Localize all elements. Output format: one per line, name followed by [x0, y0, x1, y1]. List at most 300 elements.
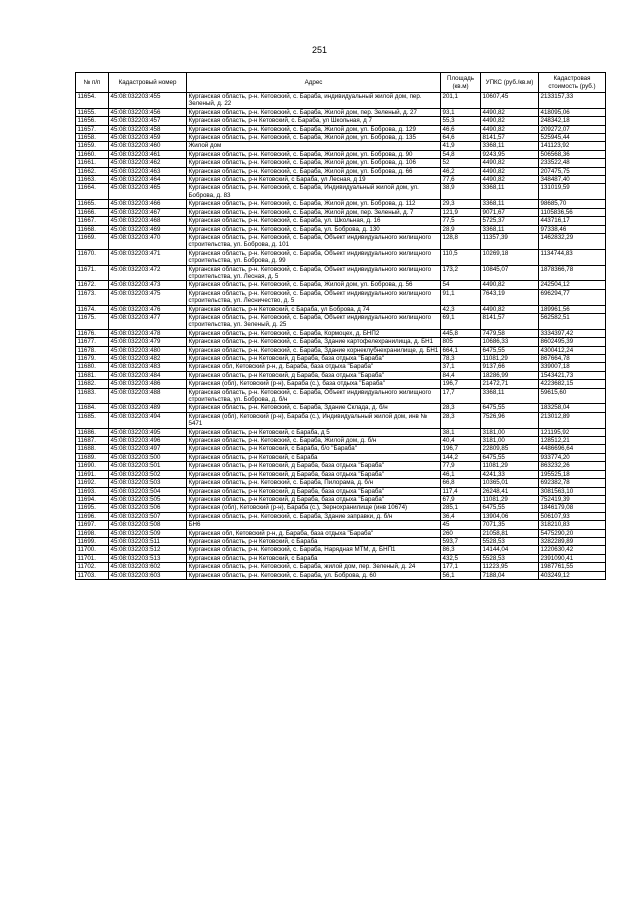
cadastral-cost: 443716,17 — [539, 217, 606, 225]
area: 201,1 — [441, 93, 481, 109]
table-row — [76, 380, 606, 388]
row-number: 11668. — [76, 225, 109, 233]
cadastral-cost: 1543421,73 — [539, 371, 606, 379]
cadastral-number: 45:08:032203:460 — [109, 142, 187, 150]
row-number: 11673. — [76, 289, 109, 305]
cadastral-number: 45:08:032203:483 — [109, 363, 187, 371]
cadastral-number: 45:08:032203:458 — [109, 125, 187, 133]
upks: 8141,57 — [481, 134, 539, 142]
table-row — [76, 529, 606, 537]
upks: 4490,82 — [481, 159, 539, 167]
row-number: 11658. — [76, 134, 109, 142]
cadastral-number: 45:08:032203:461 — [109, 150, 187, 158]
address: Курганская область, р-н Кетовский, д Бараба, база отдыха "Бараба" — [187, 470, 441, 478]
row-number: 11688. — [76, 445, 109, 453]
area: 66,8 — [441, 479, 481, 487]
area: 67,9 — [441, 495, 481, 503]
row-number: 11662. — [76, 167, 109, 175]
cadastral-number: 45:08:032203:509 — [109, 529, 187, 537]
address: Курганская обл, Кетовский р-н, д. Бараба, база отдыха "Бараба" — [187, 363, 441, 371]
area: 84,4 — [441, 371, 481, 379]
area: 78,3 — [441, 355, 481, 363]
address: Курганская область, р-н. Кетовский, с. Бараба, Жилой дом, ул. Боброва, д. 56 — [187, 281, 441, 289]
upks: 11081,29 — [481, 495, 539, 503]
row-number: 11669. — [76, 233, 109, 249]
cadastral-cost: 696294,77 — [539, 289, 606, 305]
area: 36,4 — [441, 512, 481, 520]
area: 805 — [441, 338, 481, 346]
address: Курганская область, р-н. Кетовский, с. Бараба, Объект индивидуального жилищного строительства, ул. Зеленый, д. 25 — [187, 313, 441, 329]
upks: 10686,33 — [481, 338, 539, 346]
row-number: 11660. — [76, 150, 109, 158]
cadastral-cost: 4300412,24 — [539, 346, 606, 354]
area: 54 — [441, 281, 481, 289]
table-row — [76, 125, 606, 133]
row-number: 11684. — [76, 404, 109, 412]
table-row — [76, 134, 606, 142]
address: Курганская область, р-н Кетовский, с Бараба, д 5 — [187, 428, 441, 436]
row-number: 11661. — [76, 159, 109, 167]
cadastral-cost: 5475290,20 — [539, 529, 606, 537]
row-number: 11682. — [76, 380, 109, 388]
table-row — [76, 470, 606, 478]
address: Курганская область, р-н Кетовский, с Бараба, ул Боброва, д 74 — [187, 305, 441, 313]
address: Курганская область, р-н Кетовский, д Бараба, база отдыха "Бараба" — [187, 371, 441, 379]
table-row — [76, 546, 606, 554]
cadastral-number: 45:08:032203:465 — [109, 184, 187, 200]
area: 69,1 — [441, 313, 481, 329]
table-row — [76, 437, 606, 445]
row-number: 11694. — [76, 495, 109, 503]
area: 110,5 — [441, 249, 481, 265]
row-number: 11691. — [76, 470, 109, 478]
row-number: 11656. — [76, 117, 109, 125]
cadastral-cost: 97338,46 — [539, 225, 606, 233]
upks: 6475,55 — [481, 504, 539, 512]
row-number: 11701. — [76, 554, 109, 562]
cadastral-cost: 525945,44 — [539, 134, 606, 142]
area: 54,8 — [441, 150, 481, 158]
cadastral-cost: 248342,18 — [539, 117, 606, 125]
cadastral-cost: 242504,12 — [539, 281, 606, 289]
table-row — [76, 159, 606, 167]
area: 77,9 — [441, 462, 481, 470]
cadastral-number: 45:08:032203:470 — [109, 233, 187, 249]
upks: 7526,96 — [481, 412, 539, 428]
address: Курганская область, р-н Кетовский, с Бараба, ул Лесная, д 19 — [187, 176, 441, 184]
area: 77,6 — [441, 176, 481, 184]
address: БН6 — [187, 521, 441, 529]
table-row — [76, 537, 606, 545]
area: 285,1 — [441, 504, 481, 512]
table-row — [76, 462, 606, 470]
cadastral-number: 45:08:032203:469 — [109, 225, 187, 233]
cadastral-number: 45:08:032203:500 — [109, 453, 187, 461]
cadastral-cost: 4486696,64 — [539, 445, 606, 453]
table-row — [76, 504, 606, 512]
address: Курганская область, р-н. Кетовский, с. Бараба, Жилой дом, пер. Зеленый, д. 7 — [187, 208, 441, 216]
upks: 7643,19 — [481, 289, 539, 305]
row-number: 11685. — [76, 412, 109, 428]
header-cadastral-cost: Кадастровая стоимость (руб.) — [539, 73, 606, 93]
row-number: 11664. — [76, 184, 109, 200]
upks: 10845,07 — [481, 265, 539, 281]
cadastral-number: 45:08:032203:463 — [109, 167, 187, 175]
table-row — [76, 117, 606, 125]
upks: 13904,06 — [481, 512, 539, 520]
table-row — [76, 355, 606, 363]
table-header-row — [76, 73, 606, 93]
cadastral-number: 45:08:032203:505 — [109, 495, 187, 503]
cadastral-number: 45:08:032203:482 — [109, 355, 187, 363]
address: Курганская область, р-н. Кетовский, с. Бараба, Объект индивидуального жилищного строительства, ул. Лесная, д. 5 — [187, 265, 441, 281]
row-number: 11700. — [76, 546, 109, 554]
cadastral-cost: 4223682,15 — [539, 380, 606, 388]
upks: 5528,53 — [481, 554, 539, 562]
table-row — [76, 289, 606, 305]
row-number: 11667. — [76, 217, 109, 225]
cadastral-cost: 2391090,41 — [539, 554, 606, 562]
cadastral-cost: 195525,18 — [539, 470, 606, 478]
area: 46,1 — [441, 470, 481, 478]
row-number: 11699. — [76, 537, 109, 545]
address: Курганская (обл), Кетовский (р-н), Бараба (с.), база отдыха "Бараба" — [187, 380, 441, 388]
cadastral-number: 45:08:032203:477 — [109, 313, 187, 329]
cadastral-cost: 121195,92 — [539, 428, 606, 436]
table-row — [76, 150, 606, 158]
cadastral-cost: 506568,36 — [539, 150, 606, 158]
cadastral-cost: 1987761,55 — [539, 563, 606, 571]
row-number: 11698. — [76, 529, 109, 537]
upks: 7071,35 — [481, 521, 539, 529]
upks: 4490,82 — [481, 125, 539, 133]
table-row — [76, 554, 606, 562]
address: Курганская область, р-н Кетовский, д Бараба, база отдыха "Бараба" — [187, 355, 441, 363]
table-row — [76, 305, 606, 313]
cadastral-number: 45:08:032203:457 — [109, 117, 187, 125]
area: 117,4 — [441, 487, 481, 495]
cadastral-value-table — [75, 72, 606, 580]
table-row — [76, 388, 606, 404]
row-number: 11697. — [76, 521, 109, 529]
cadastral-number: 45:08:032203:502 — [109, 470, 187, 478]
area: 40,4 — [441, 437, 481, 445]
header-cadastral-number: Кадастровый номер — [109, 73, 187, 93]
row-number: 11679. — [76, 355, 109, 363]
cadastral-cost: 189961,56 — [539, 305, 606, 313]
area: 28,9 — [441, 225, 481, 233]
address: Курганская область, р-н Кетовский, д Бараба, база отдыха "Бараба" — [187, 487, 441, 495]
cadastral-number: 45:08:032203:503 — [109, 479, 187, 487]
table-row — [76, 453, 606, 461]
address: Курганская область, р-н. Кетовский, с. Бараба, Объект индивидуального жилищного строительства, ул. Боброва, д. б/н — [187, 388, 441, 404]
upks: 4490,82 — [481, 167, 539, 175]
address: Курганская область, р-н. Кетовский, с. Бараба, Жилой дом, ул. Боброва, д. 112 — [187, 200, 441, 208]
cadastral-number: 45:08:032203:488 — [109, 388, 187, 404]
cadastral-number: 45:08:032203:508 — [109, 521, 187, 529]
upks: 26248,41 — [481, 487, 539, 495]
area: 28,3 — [441, 412, 481, 428]
cadastral-cost: 213012,89 — [539, 412, 606, 428]
area: 56,1 — [441, 571, 481, 579]
upks: 6475,55 — [481, 453, 539, 461]
row-number: 11670. — [76, 249, 109, 265]
address: Жилой дом — [187, 142, 441, 150]
address: Курганская область, р-н. Кетовский, с. Бараба, Жилой дом, ул. Боброва, д. 129 — [187, 125, 441, 133]
cadastral-number: 45:08:032203:603 — [109, 571, 187, 579]
upks: 3368,11 — [481, 388, 539, 404]
cadastral-cost: 752419,39 — [539, 495, 606, 503]
row-number: 11695. — [76, 504, 109, 512]
address: Курганская область, р-н. Кетовский, с. Бараба, Жилой дом, ул. Боброва, д. 106 — [187, 159, 441, 167]
upks: 4490,82 — [481, 305, 539, 313]
area: 196,7 — [441, 380, 481, 388]
page-number: 251 — [311, 45, 328, 55]
cadastral-cost: 209272,07 — [539, 125, 606, 133]
row-number: 11672. — [76, 281, 109, 289]
table-row — [76, 571, 606, 579]
cadastral-cost: 8602495,39 — [539, 338, 606, 346]
table-row — [76, 167, 606, 175]
address: Курганская область, р-н Кетовский, д Бараба, база отдыха "Бараба" — [187, 462, 441, 470]
upks: 6475,55 — [481, 346, 539, 354]
table-row — [76, 329, 606, 337]
cadastral-cost: 1462832,29 — [539, 233, 606, 249]
cadastral-cost: 207475,75 — [539, 167, 606, 175]
area: 55,3 — [441, 117, 481, 125]
area: 121,9 — [441, 208, 481, 216]
cadastral-cost: 339007,18 — [539, 363, 606, 371]
address: Курганская область, р-н. Кетовский, с. Бараба, ул. Боброва, д. 130 — [187, 225, 441, 233]
upks: 14144,04 — [481, 546, 539, 554]
address: Курганская область, р-н. Кетовский, с. Бараба, ул. Школьная, д. 16 — [187, 217, 441, 225]
area: 77,5 — [441, 217, 481, 225]
address: Курганская (обл), Кетовский (р-н), Бараба (с.), Зернохранилище (инв 10674) — [187, 504, 441, 512]
row-number: 11692. — [76, 479, 109, 487]
area: 144,2 — [441, 453, 481, 461]
cadastral-number: 45:08:032203:479 — [109, 338, 187, 346]
cadastral-number: 45:08:032203:466 — [109, 200, 187, 208]
cadastral-cost: 183258,04 — [539, 404, 606, 412]
address: Курганская область, р-н. Кетовский, с. Бараба, Нарядная МТМ, д. БНП1 — [187, 546, 441, 554]
row-number: 11686. — [76, 428, 109, 436]
upks: 8141,57 — [481, 313, 539, 329]
cadastral-number: 45:08:032203:506 — [109, 504, 187, 512]
address: Курганская область, р-н. Кетовский, с. Бараба, Кормоцех, д. БНП2 — [187, 329, 441, 337]
row-number: 11663. — [76, 176, 109, 184]
row-number: 11677. — [76, 338, 109, 346]
cadastral-cost: 3282289,89 — [539, 537, 606, 545]
address: Курганская область, р-н Кетовский, с Бараба — [187, 554, 441, 562]
address: Курганская область, р-н. Кетовский, с. Бараба, Здание Склада, д. б/н — [187, 404, 441, 412]
upks: 11081,29 — [481, 462, 539, 470]
upks: 6475,55 — [481, 404, 539, 412]
address: Курганская область, р-н. Кетовский, с. Бараба, Объект индивидуального жилищного строительства, ул. Лесничество, д. 5 — [187, 289, 441, 305]
cadastral-cost: 418095,06 — [539, 108, 606, 116]
cadastral-number: 45:08:032203:468 — [109, 217, 187, 225]
table-row — [76, 184, 606, 200]
table-row — [76, 404, 606, 412]
address: Курганская область, р-н. Кетовский, с. Бараба, Объект индивидуального жилищного строительства, ул. Боброва, д. 101 — [187, 233, 441, 249]
upks: 9071,67 — [481, 208, 539, 216]
cadastral-number: 45:08:032203:478 — [109, 329, 187, 337]
cadastral-cost: 131019,59 — [539, 184, 606, 200]
upks: 4490,82 — [481, 281, 539, 289]
area: 177,1 — [441, 563, 481, 571]
row-number: 11655. — [76, 108, 109, 116]
cadastral-cost: 1134744,83 — [539, 249, 606, 265]
cadastral-number: 45:08:032203:471 — [109, 249, 187, 265]
cadastral-cost: 318210,83 — [539, 521, 606, 529]
row-number: 11689. — [76, 453, 109, 461]
area: 29,3 — [441, 200, 481, 208]
cadastral-cost: 863232,26 — [539, 462, 606, 470]
table-row — [76, 495, 606, 503]
upks: 10269,18 — [481, 249, 539, 265]
cadastral-number: 45:08:032203:497 — [109, 445, 187, 453]
area: 41,9 — [441, 142, 481, 150]
table-row — [76, 281, 606, 289]
cadastral-number: 45:08:032203:501 — [109, 462, 187, 470]
upks: 21058,81 — [481, 529, 539, 537]
upks: 7479,58 — [481, 329, 539, 337]
address: Курганская область, р-н. Кетовский, с. Бараба, Индивидуальный жилой дом, ул. Боброва, д. 83 — [187, 184, 441, 200]
upks: 3368,11 — [481, 225, 539, 233]
address: Курганская область, р-н. Кетовский, с. Бараба, Жилой дом, ул. Боброва, д. 90 — [187, 150, 441, 158]
row-number: 11687. — [76, 437, 109, 445]
cadastral-number: 45:08:032203:464 — [109, 176, 187, 184]
cadastral-number: 45:08:032203:489 — [109, 404, 187, 412]
area: 128,8 — [441, 233, 481, 249]
upks: 11357,39 — [481, 233, 539, 249]
cadastral-cost: 348487,40 — [539, 176, 606, 184]
table-row — [76, 563, 606, 571]
upks: 4490,82 — [481, 117, 539, 125]
row-number: 11671. — [76, 265, 109, 281]
address: Курганская область, р-н. Кетовский, с. Бараба, Пилорама, д. б/н — [187, 479, 441, 487]
upks: 11223,95 — [481, 563, 539, 571]
area: 445,8 — [441, 329, 481, 337]
header-address: Адрес — [187, 73, 441, 93]
row-number: 11703. — [76, 571, 109, 579]
table-row — [76, 208, 606, 216]
cadastral-number: 45:08:032203:512 — [109, 546, 187, 554]
table-row — [76, 363, 606, 371]
address: Курганская область, р-н Кетовский, с. Бараба, ул Школьная, д 7 — [187, 117, 441, 125]
table-row — [76, 176, 606, 184]
area: 37,1 — [441, 363, 481, 371]
cadastral-cost: 933774,20 — [539, 453, 606, 461]
address: Курганская область, р-н Кетовский, с Бараба, б/о "Бараба" — [187, 445, 441, 453]
address: Курганская область, р-н. Кетовский, с. Бараба, Жилой дом, ул. Боброва, д. 66 — [187, 167, 441, 175]
cadastral-cost: 141123,92 — [539, 142, 606, 150]
cadastral-cost: 1846179,08 — [539, 504, 606, 512]
cadastral-number: 45:08:032203:467 — [109, 208, 187, 216]
upks: 11081,29 — [481, 355, 539, 363]
address: Курганская область, р-н. Кетовский, с. Бараба, Здание заправки, д. б/н — [187, 512, 441, 520]
cadastral-cost: 233522,48 — [539, 159, 606, 167]
table-row — [76, 265, 606, 281]
row-number: 11654. — [76, 93, 109, 109]
table-row — [76, 93, 606, 109]
area: 91,1 — [441, 289, 481, 305]
address: Курганская область, р-н. Кетовский, с. Бараба, Жилой дом, пер. Зеленый, д. 27 — [187, 108, 441, 116]
address: Курганская область, р-н Кетовский, с Бараба — [187, 537, 441, 545]
upks: 10607,45 — [481, 93, 539, 109]
upks: 5725,37 — [481, 217, 539, 225]
address: Курганская область, р-н. Кетовский, с. Бараба, Здание корнеклубнехранилище, д. БН1 — [187, 346, 441, 354]
table-row — [76, 338, 606, 346]
area: 196,7 — [441, 445, 481, 453]
upks: 5528,53 — [481, 537, 539, 545]
cadastral-number: 45:08:032203:462 — [109, 159, 187, 167]
address: Курганская обл, Кетовский р-н, д. Бараба, база отдыха "Бараба" — [187, 529, 441, 537]
cadastral-number: 45:08:032203:456 — [109, 108, 187, 116]
area: 46,6 — [441, 125, 481, 133]
row-number: 11680. — [76, 363, 109, 371]
cadastral-number: 45:08:032203:480 — [109, 346, 187, 354]
upks: 3181,00 — [481, 437, 539, 445]
cadastral-cost: 98685,70 — [539, 200, 606, 208]
area: 46,2 — [441, 167, 481, 175]
upks: 9243,95 — [481, 150, 539, 158]
row-number: 11696. — [76, 512, 109, 520]
row-number: 11683. — [76, 388, 109, 404]
table-row — [76, 412, 606, 428]
upks: 3181,00 — [481, 428, 539, 436]
cadastral-number: 45:08:032203:459 — [109, 134, 187, 142]
upks: 10365,01 — [481, 479, 539, 487]
cadastral-cost: 128512,21 — [539, 437, 606, 445]
address: Курганская область, р-н. Кетовский, с. Бараба, Жилой дом, ул. Боброва, д. 135 — [187, 134, 441, 142]
upks: 3368,11 — [481, 200, 539, 208]
table-row — [76, 233, 606, 249]
cadastral-number: 45:08:032203:496 — [109, 437, 187, 445]
table-row — [76, 217, 606, 225]
row-number: 11674. — [76, 305, 109, 313]
cadastral-cost: 1220630,42 — [539, 546, 606, 554]
row-number: 11675. — [76, 313, 109, 329]
area: 42,3 — [441, 305, 481, 313]
area: 593,7 — [441, 537, 481, 545]
row-number: 11657. — [76, 125, 109, 133]
address: Курганская (обл), Кетовский (р-н), Бараба (с.), Индивидуальный жилой дом, инв № 5471 — [187, 412, 441, 428]
upks: 4490,82 — [481, 108, 539, 116]
table-row — [76, 346, 606, 354]
area: 38,9 — [441, 184, 481, 200]
address: Курганская область, р-н. Кетовский, с. Бараба, Объект индивидуального жилищного строительства, ул. Боброва, д. 99 — [187, 249, 441, 265]
cadastral-cost: 3334397,42 — [539, 329, 606, 337]
cadastral-cost: 692382,78 — [539, 479, 606, 487]
row-number: 11659. — [76, 142, 109, 150]
area: 52 — [441, 159, 481, 167]
address: Курганская область, р-н. Кетовский, с. Бараба, индивидуальный жилой дом, пер. Зеленый, д. 22 — [187, 93, 441, 109]
header-num: № п/п — [76, 73, 109, 93]
cadastral-cost: 2133157,33 — [539, 93, 606, 109]
row-number: 11678. — [76, 346, 109, 354]
area: 28,3 — [441, 404, 481, 412]
cadastral-number: 45:08:032203:486 — [109, 380, 187, 388]
table-row — [76, 225, 606, 233]
upks: 4241,33 — [481, 470, 539, 478]
address: Курганская область, р-н. Кетовский, с. Бараба, Жилой дом, д. б/н — [187, 437, 441, 445]
cadastral-number: 45:08:032203:494 — [109, 412, 187, 428]
area: 45 — [441, 521, 481, 529]
upks: 3368,11 — [481, 184, 539, 200]
area: 38,1 — [441, 428, 481, 436]
header-area: Площадь (кв.м) — [441, 73, 481, 93]
table-row — [76, 521, 606, 529]
